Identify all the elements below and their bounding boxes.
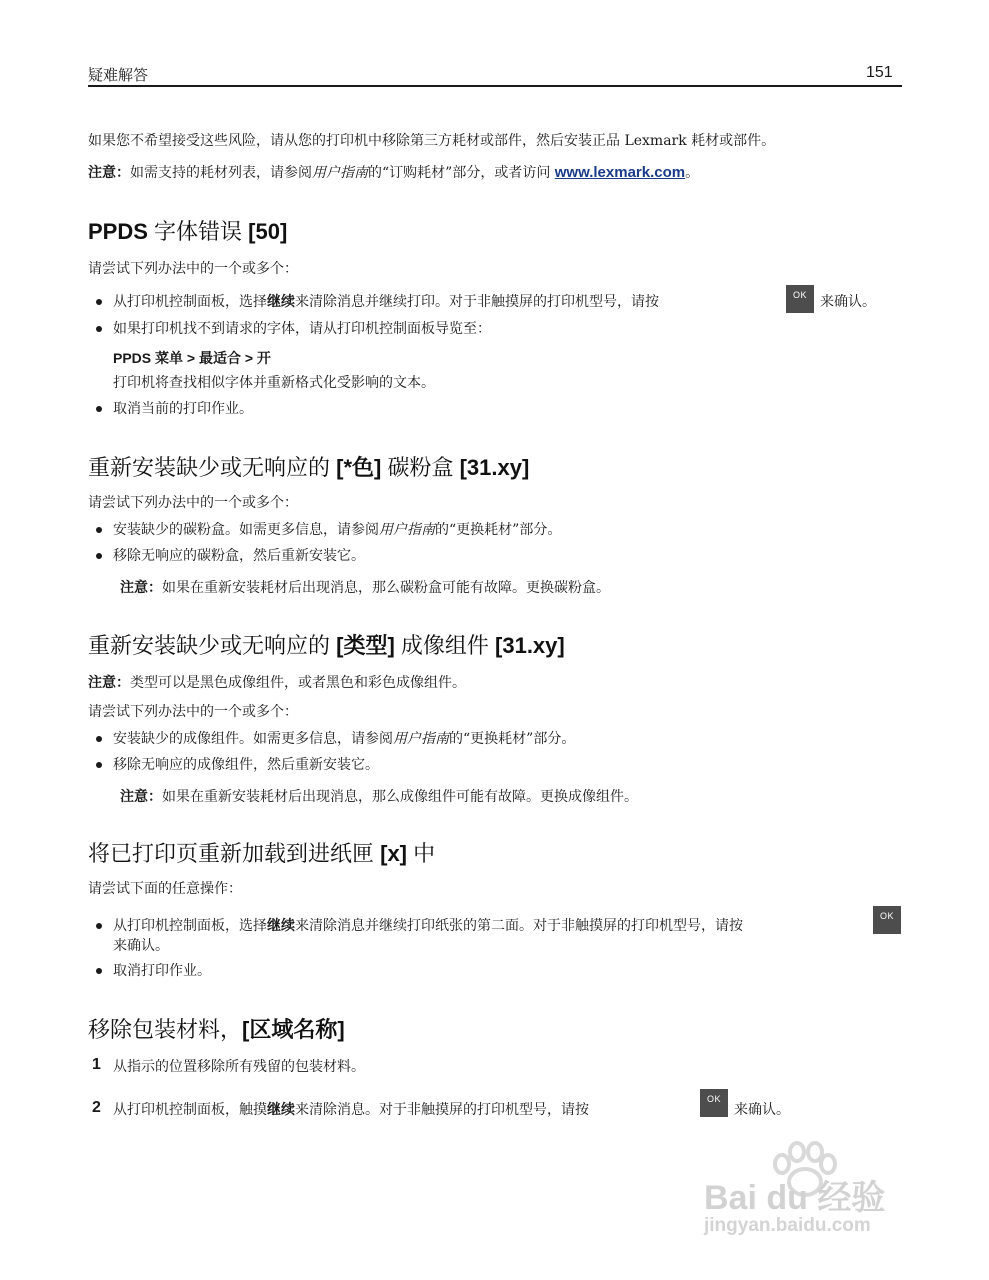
note-end: 。	[685, 165, 700, 181]
s3-bullet-1	[113, 730, 575, 748]
note-text: 类型可以是黑色成像组件，或者黑色和彩色成像组件。	[130, 675, 466, 691]
text: 的“更换耗材”部分。	[435, 522, 562, 538]
title-part: [x]	[380, 841, 408, 866]
ok-button-icon: OK	[873, 906, 901, 934]
title-part: PPDS	[88, 219, 148, 244]
s3-note-2	[120, 788, 638, 806]
s3-bullet-2: 移除无响应的成像组件，然后重新安装它。	[113, 757, 379, 773]
continue-keyword: 继续	[267, 918, 295, 934]
title-part: 移除包装材料，	[88, 1017, 243, 1042]
s5-step-1: 从指示的位置移除所有残留的包装材料。	[113, 1059, 365, 1075]
text: 来清除消息并继续打印。对于非触摸屏的打印机型号，请按	[295, 294, 659, 310]
baidu-watermark	[700, 1140, 940, 1250]
s4-bullet-2: 取消打印作业。	[113, 963, 211, 979]
s1-bullet-3: 取消当前的打印作业。	[113, 401, 253, 417]
bullet	[96, 299, 102, 305]
ok-button-icon: OK	[700, 1089, 728, 1117]
bullet	[96, 923, 102, 929]
bullet	[96, 762, 102, 768]
text: 从打印机控制面板，选择	[113, 294, 267, 310]
user-guide-italic: 用户指南	[393, 731, 449, 747]
section-title-toner	[88, 454, 529, 482]
s2-bullet-1	[113, 521, 561, 539]
note-label: 注意：	[88, 675, 130, 691]
step-number: 2	[92, 1099, 101, 1116]
title-part: [类型]	[336, 633, 395, 658]
lexmark-link[interactable]: www.lexmark.com	[554, 164, 686, 181]
continue-keyword: 继续	[267, 1102, 295, 1118]
title-part: [50]	[248, 219, 288, 244]
title-part: [区域名称]	[242, 1017, 345, 1042]
continue-keyword: 继续	[267, 294, 295, 310]
s4-bullet-1-line2: 来确认。	[113, 938, 169, 954]
s1-bullet-2: 如果打印机找不到请求的字体，请从打印机控制面板导览至：	[113, 321, 491, 337]
bullet	[96, 527, 102, 533]
s3-lead: 请尝试下列办法中的一个或多个：	[88, 704, 298, 720]
title-part: 成像组件	[394, 633, 496, 658]
bullet	[96, 553, 102, 559]
note-text: 如需支持的耗材列表，请参阅	[130, 165, 312, 181]
text: 从打印机控制面板，触摸	[113, 1102, 267, 1118]
title-part: 将已打印页重新加载到进纸匣	[88, 841, 381, 866]
title-part: 重新安装缺少或无响应的	[88, 633, 337, 658]
note-text-mid: 的“订购耗材”部分，或者访问	[368, 165, 555, 181]
text: 来清除消息并继续打印纸张的第二面。对于非触摸屏的打印机型号，请按	[295, 918, 743, 934]
s1-bullet-1	[113, 293, 659, 311]
title-part: 中	[407, 841, 436, 866]
s2-lead: 请尝试下列办法中的一个或多个：	[88, 495, 298, 511]
s5-step-2	[113, 1101, 589, 1119]
bullet	[96, 406, 102, 412]
ok-button-icon: OK	[786, 285, 814, 313]
watermark-url: jingyan.baidu.com	[704, 1215, 871, 1236]
intro-paragraph	[88, 132, 775, 150]
s2-note	[120, 579, 610, 597]
bullet	[96, 968, 102, 974]
text: 从打印机控制面板，选择	[113, 918, 267, 934]
intro-note	[88, 164, 699, 182]
note-italic: 用户指南	[312, 165, 368, 181]
menu-path: PPDS 菜单 > 最适合 > 开	[113, 350, 271, 366]
title-part: [31.xy]	[459, 455, 530, 480]
s1-lead: 请尝试下列办法中的一个或多个：	[88, 261, 298, 277]
s1-bullet-1-end: 来确认。	[820, 294, 876, 310]
bullet	[96, 326, 102, 332]
title-part: [31.xy]	[495, 633, 565, 658]
note-text: 如果在重新安装耗材后出现消息，那么碳粉盒可能有故障。更换碳粉盒。	[162, 580, 610, 596]
user-guide-italic: 用户指南	[379, 522, 435, 538]
text: 来清除消息。对于非触摸屏的打印机型号，请按	[295, 1102, 589, 1118]
intro-text: 如果您不希望接受这些风险，请从您的打印机中移除第三方耗材或部件，然后安装正品 Lexmark 耗材或部件。	[88, 133, 776, 149]
title-part: [*色]	[336, 455, 382, 480]
s1-bullet-2-sub: 打印机将查找相似字体并重新格式化受影响的文本。	[113, 375, 435, 391]
note-label: 注意：	[120, 789, 162, 805]
title-part: 碳粉盒	[381, 455, 460, 480]
header-rule	[88, 85, 902, 87]
s4-bullet-1	[113, 917, 743, 935]
note-label: 注意：	[88, 165, 130, 181]
note-text: 如果在重新安装耗材后出现消息，那么成像组件可能有故障。更换成像组件。	[162, 789, 638, 805]
section-title-reload-pages	[88, 840, 435, 868]
section-title-packing-material	[88, 1016, 345, 1044]
title-part: 字体错误	[147, 219, 249, 244]
section-title-ppds	[88, 218, 287, 246]
s3-note	[88, 674, 466, 692]
title-part: 重新安装缺少或无响应的	[88, 455, 337, 480]
note-label: 注意：	[120, 580, 162, 596]
page-number: 151	[866, 64, 893, 81]
watermark-brand: Bai du 经验	[704, 1179, 886, 1217]
running-header-section: 疑难解答	[88, 66, 149, 84]
bullet	[96, 736, 102, 742]
s5-step-2-end: 来确认。	[734, 1102, 790, 1118]
text: 的“更换耗材”部分。	[449, 731, 576, 747]
s2-bullet-2: 移除无响应的碳粉盒，然后重新安装它。	[113, 548, 365, 564]
text: 安装缺少的成像组件。如需更多信息，请参阅	[113, 731, 393, 747]
s4-lead: 请尝试下面的任意操作：	[88, 881, 242, 897]
step-number: 1	[92, 1056, 101, 1073]
text: 安装缺少的碳粉盒。如需更多信息，请参阅	[113, 522, 379, 538]
section-title-imaging-unit	[88, 632, 565, 660]
